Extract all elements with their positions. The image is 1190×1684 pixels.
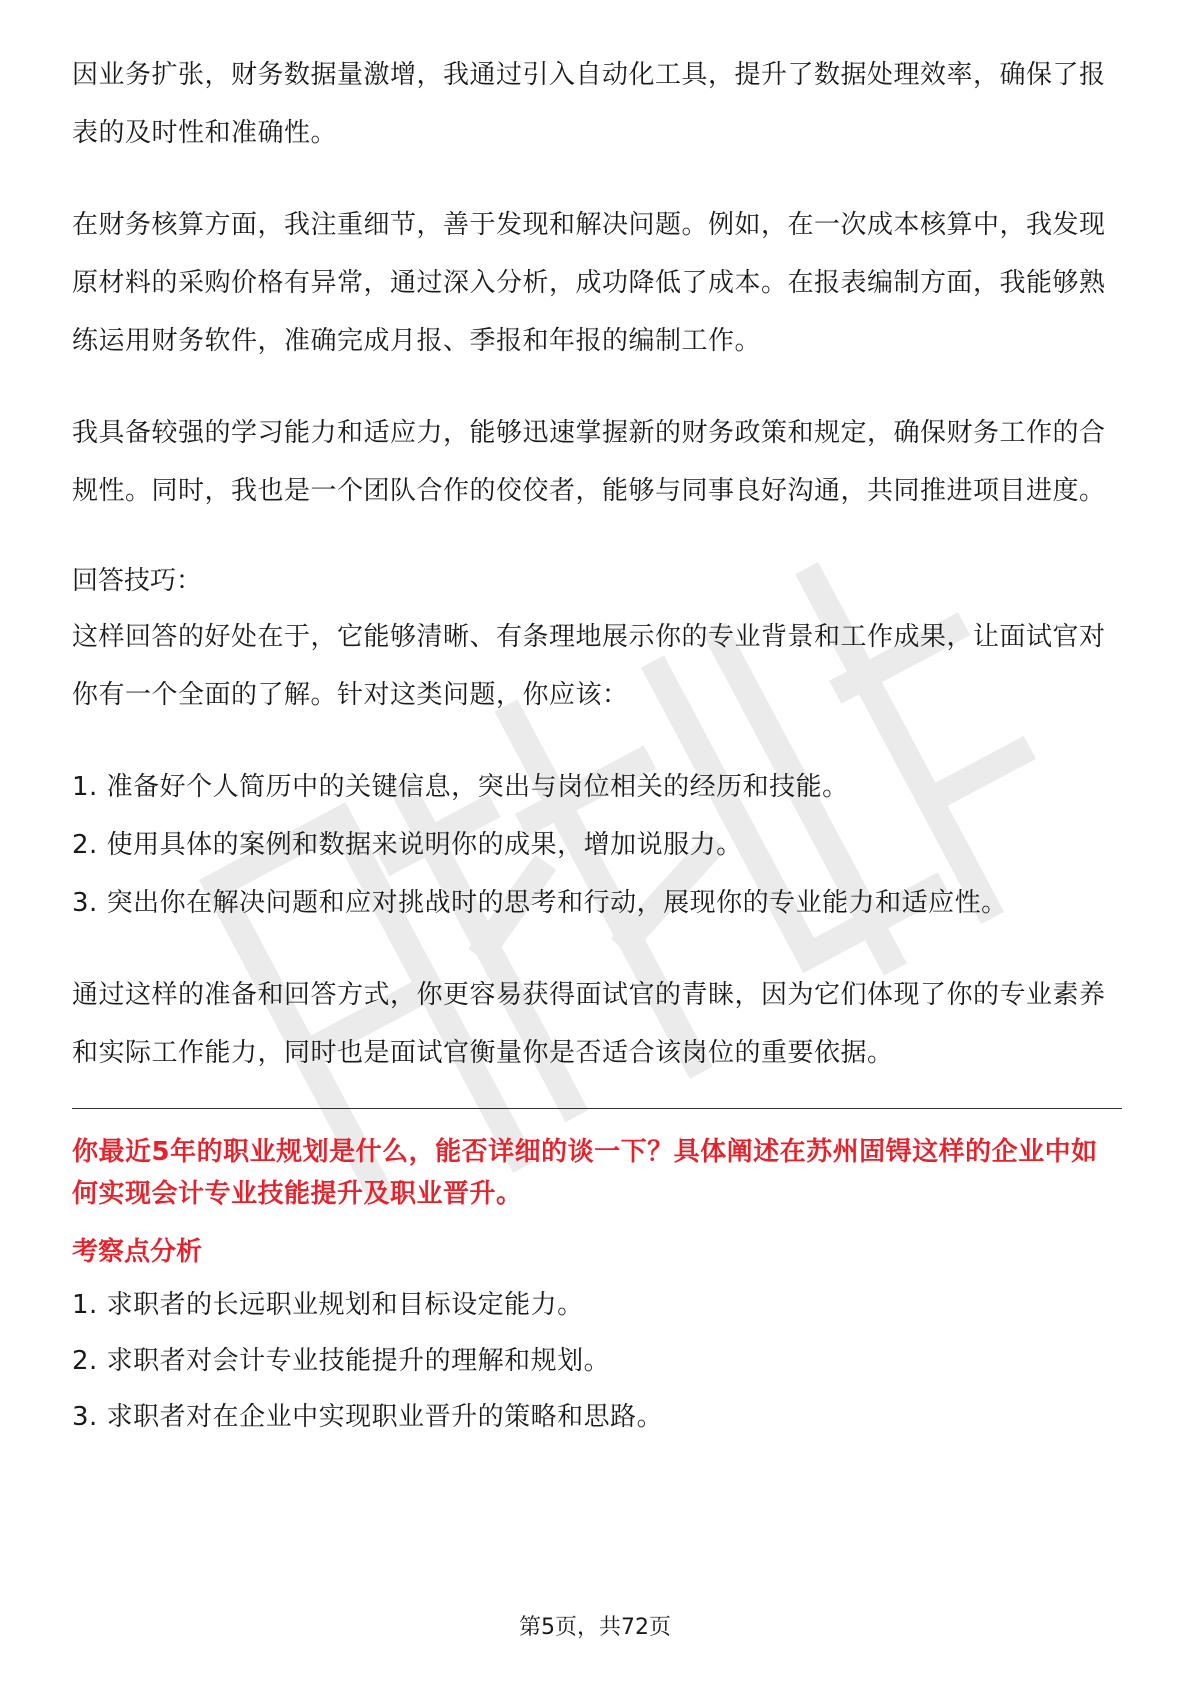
main-content	[72, 46, 1122, 1445]
list-item: 1. 准备好个人简历中的关键信息，突出与岗位相关的经历和技能。	[72, 772, 849, 802]
analysis-heading: 考察点分析	[72, 1237, 203, 1267]
section-divider	[72, 1108, 1122, 1109]
page-number: 第5页，共72页	[519, 1615, 671, 1640]
paragraph-3: 我具备较强的学习能力和适应力，能够迅速掌握新的财务政策和规定，确保财务工作的合规性。同时，我也是一个团队合作的佼佼者，能够与同事良好沟通，共同推进项目进度。	[72, 418, 1106, 506]
question-title: 你最近5年的职业规划是什么，能否详细的谈一下？具体阐述在苏州固锝这样的企业中如何实现会计专业技能提升及职业晋升。	[72, 1137, 1098, 1209]
list-item: 3. 求职者对在企业中实现职业晋升的策略和思路。	[72, 1402, 664, 1432]
tips-intro: 这样回答的好处在于，它能够清晰、有条理地展示你的专业背景和工作成果，让面试官对你有一个全面的了解。针对这类问题，你应该：	[72, 622, 1106, 710]
list-item: 2. 使用具体的案例和数据来说明你的成果，增加说服力。	[72, 830, 743, 860]
tips-conclusion: 通过这样的准备和回答方式，你更容易获得面试官的青睐，因为它们体现了你的专业素养和实际工作能力，同时也是面试官衡量你是否适合该岗位的重要依据。	[72, 980, 1106, 1068]
list-item: 2. 求职者对会计专业技能提升的理解和规划。	[72, 1346, 611, 1376]
paragraph-1: 因业务扩张，财务数据量激增，我通过引入自动化工具，提升了数据处理效率，确保了报表的及时性和准确性。	[72, 60, 1106, 148]
analysis-points	[72, 1277, 1122, 1445]
tips-list	[72, 758, 1122, 932]
tips-label: 回答技巧：	[72, 566, 203, 596]
list-item: 3. 突出你在解决问题和应对挑战时的思考和行动，展现你的专业能力和适应性。	[72, 888, 1008, 918]
list-item: 1. 求职者的长远职业规划和目标设定能力。	[72, 1290, 584, 1320]
paragraph-2: 在财务核算方面，我注重细节，善于发现和解决问题。例如，在一次成本核算中，我发现原材料的采购价格有异常，通过深入分析，成功降低了成本。在报表编制方面，我能够熟练运用财务软件，准确完成月报、季报和年报的编制工作。	[72, 210, 1106, 356]
